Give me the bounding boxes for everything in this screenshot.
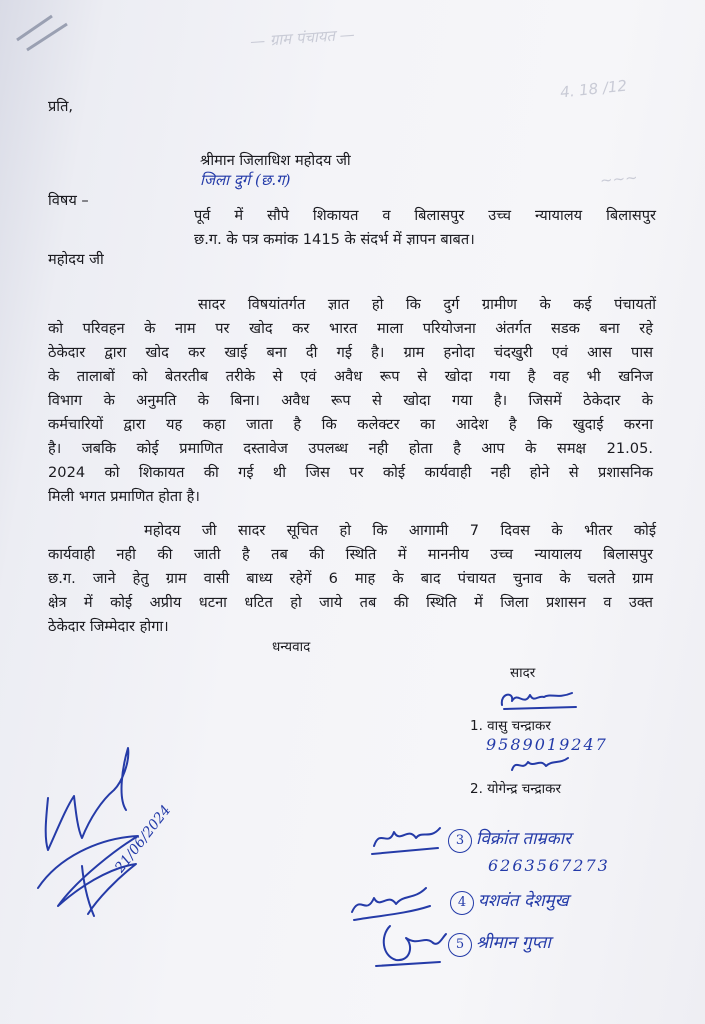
para1-line: ठेकेदार द्वारा खोद कर खाई बना दी गई है। ग्राम हनोदा चंदखुरी एवं आस पास: [48, 344, 653, 361]
para2-line: कार्यवाही नही की जाती है तब की स्थिति में माननीय उच्च न्यायालय बिलासपुर: [48, 546, 653, 563]
hw-signatory-5: 5 श्रीमान गुप्ता: [448, 930, 551, 957]
signature-2: [506, 752, 576, 778]
signature-5: [370, 916, 450, 972]
hw-signatory-3-phone: 6263567273: [488, 856, 610, 875]
signature-1: [494, 685, 584, 715]
signatory-1: 1. वासु चन्द्राकर: [470, 718, 551, 734]
para1-line: मिली भगत प्रमाणित होता है।: [48, 488, 200, 505]
closing: सादर: [510, 665, 536, 681]
addressee: श्रीमान जिलाधिश महोदय जी: [200, 152, 351, 169]
greeting: महोदय जी: [48, 251, 104, 268]
hw-signatory-3: 3 विक्रांत ताम्रकार: [448, 826, 571, 853]
subject-label: विषय –: [48, 192, 89, 209]
para2-line: छ.ग. जाने हेतु ग्राम वासी बाध्य रहेगें 6 माह के बाद पंचायत चुनाव के चलते ग्राम: [48, 570, 653, 587]
signatory-1-phone: 9589019247: [486, 735, 608, 754]
show-through-text: ~~~: [599, 168, 639, 190]
para1-line: है। जबकि कोई प्रमाणित दस्तावेज उपलब्ध नही होता है आप के समक्ष 21.05.: [48, 440, 653, 457]
subject-line-2: छ.ग. के पत्र कमांक 1415 के संदर्भ में ज्ञापन बाबत।: [194, 231, 475, 248]
para1-line: को परिवहन के नाम पर खोद कर भारत माला परियोजना अंतर्गत सडक बना रहे: [48, 320, 653, 337]
corner-mark: [12, 10, 72, 55]
signatory-2: 2. योगेन्द्र चन्द्राकर: [470, 781, 562, 797]
signature-3: [368, 818, 448, 862]
hw-signatory-4: 4 यशवंत देशमुख: [450, 888, 569, 915]
para1-line: विभाग के अनुमति के बिना। अवैध रूप से खोदा गया है। जिसमें ठेकेदार के: [48, 392, 653, 409]
thanks: धन्यवाद: [272, 639, 311, 655]
para1-line: कर्मचारियों द्वारा यह कहा जाता है कि कलेक्टर का आदेश है कि खुदाई करना: [48, 416, 653, 433]
para2-line: महोदय जी सादर सूचित हो कि आगामी 7 दिवस के भीतर कोई: [144, 522, 656, 539]
para1-line: सादर विषयांतर्गत ज्ञात हो कि दुर्ग ग्रामीण के कई पंचायतों: [198, 296, 656, 313]
para2-line: ठेकेदार जिम्मेदार होगा।: [48, 618, 169, 635]
large-signature: [18, 738, 208, 928]
to-label: प्रति,: [48, 98, 74, 115]
subject-line-1: पूर्व में सौपे शिकायत व बिलासपुर उच्च न्यायालय बिलासपुर: [194, 207, 656, 224]
show-through-text: — ग्राम पंचायत —: [249, 25, 356, 51]
para1-line: के तालाबों को बेतरतीब तरीके से एवं अवैध रूप से खोदा गया है वह भी खनिज: [48, 368, 653, 385]
signature-date: 21/06/2024: [112, 802, 175, 876]
show-through-text: 4. 18 /12: [559, 76, 628, 102]
addressee-handwritten: जिला दुर्ग (छ.ग): [200, 171, 291, 189]
para1-line: 2024 को शिकायत की गई थी जिस पर कोई कार्यवाही नही होने से प्रशासनिक: [48, 464, 653, 481]
para2-line: क्षेत्र में कोई अप्रीय धटना धटित हो जाये तब की स्थिति में जिला प्रशासन व उक्त: [48, 594, 653, 611]
